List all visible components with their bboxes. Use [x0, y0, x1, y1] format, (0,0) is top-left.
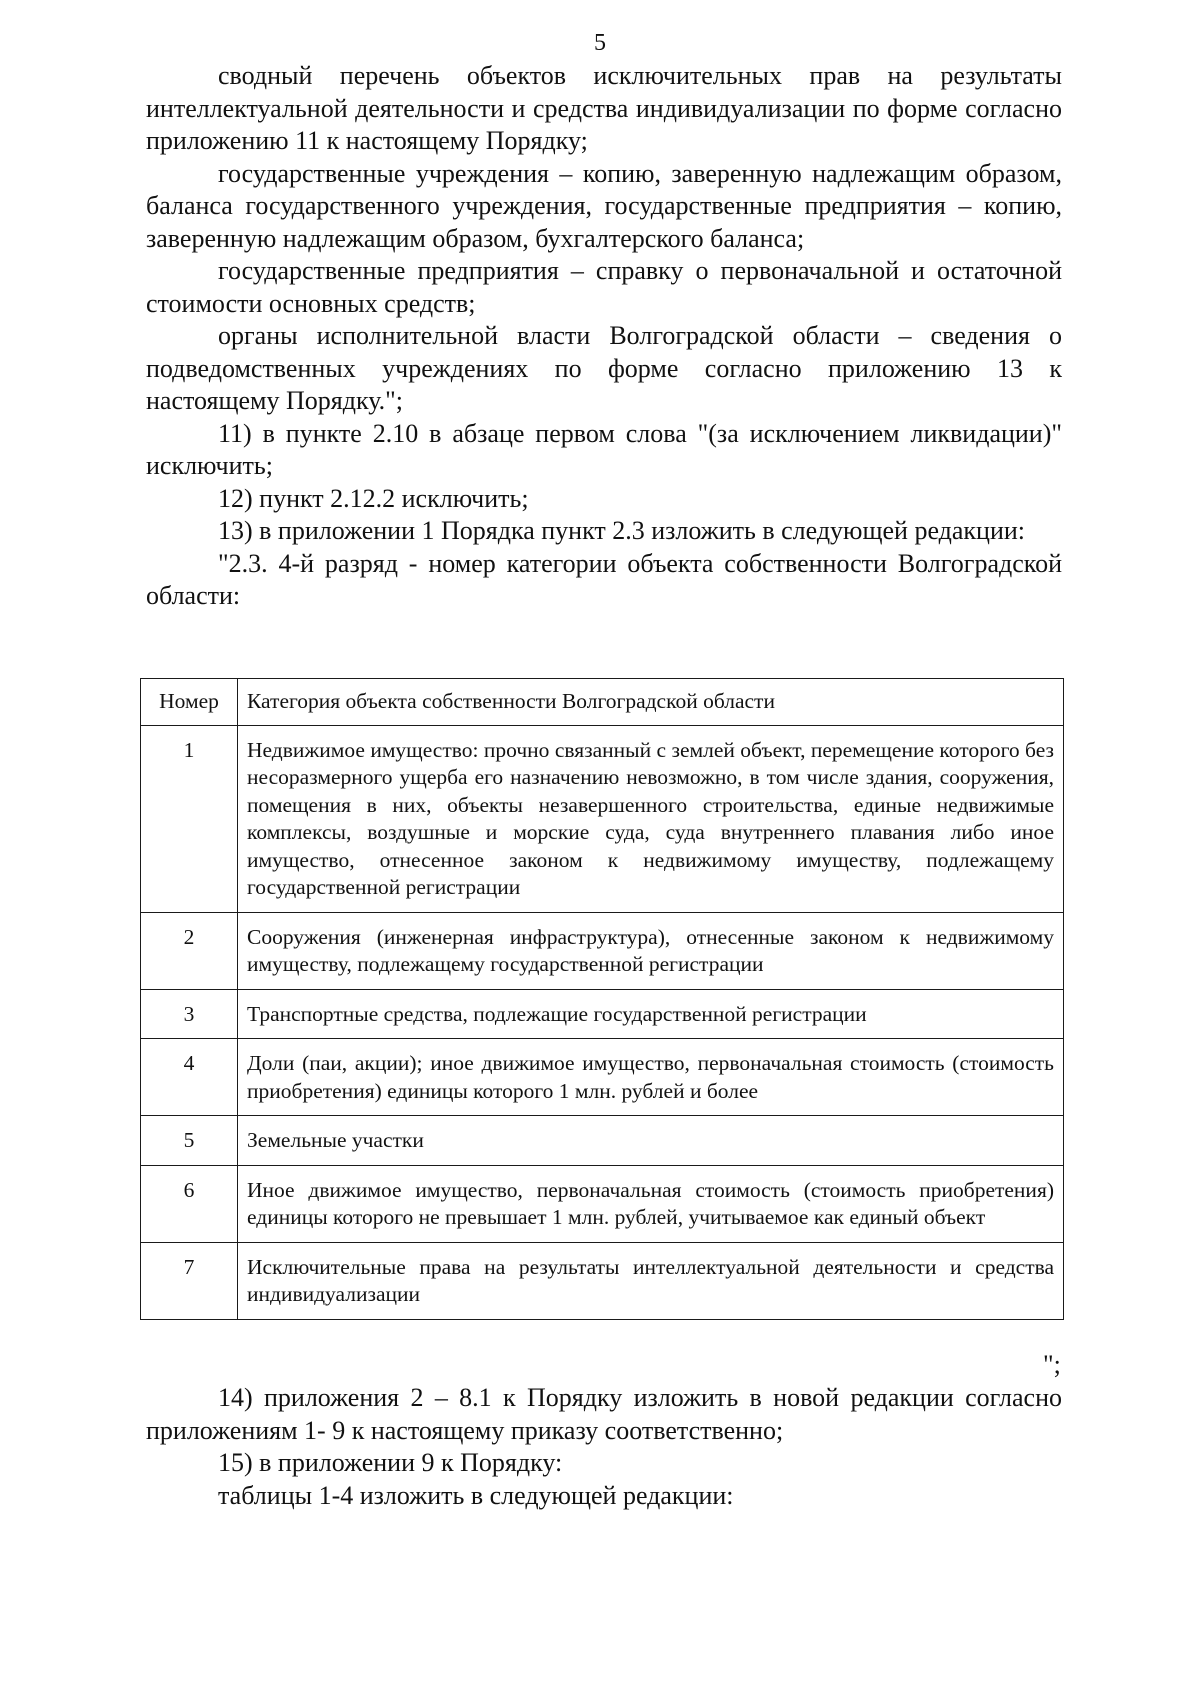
paragraph: государственные предприятия – справку о первоначальной и остаточной стоимости основных средств;: [146, 256, 1062, 318]
paragraph: 12) пункт 2.12.2 исключить;: [218, 483, 529, 513]
table-row: [141, 1039, 1064, 1116]
table-row: [141, 1165, 1064, 1242]
table-row: [141, 1242, 1064, 1319]
paragraph: 11) в пункте 2.10 в абзаце первом слова "(за исключением ликвидации)" исключить;: [146, 418, 1062, 480]
table-row: [141, 725, 1064, 912]
paragraph: 15) в приложении 9 к Порядку:: [218, 1448, 563, 1477]
body-text-top: [146, 60, 1062, 613]
row-category: Земельные участки: [238, 1116, 1064, 1166]
paragraph: сводный перечень объектов исключительных прав на результаты интеллектуальной деятельности и средства индивидуализации по форме согласно приложению 11 к настоящему Порядку;: [146, 61, 1062, 155]
body-text-bottom: [146, 1382, 1062, 1512]
category-table: [140, 678, 1064, 1320]
column-header-category: Категория объекта собственности Волгоградской области: [238, 679, 1064, 726]
closing-quote: ";: [1043, 1350, 1061, 1379]
row-category: Недвижимое имущество: прочно связанный с землей объект, перемещение которого без несоразмерного ущерба его назначению невозможно, в том числе здания, сооружения, помещения в них, объекты незавершенного строительства, единые недвижимые комплексы, воздушные и морские суда, суда внутреннего плавания либо иное имущество, отнесенное законом к недвижимому имуществу, подлежащему государственной регистрации: [238, 725, 1064, 912]
row-number: 1: [141, 725, 238, 912]
row-category: Сооружения (инженерная инфраструктура), отнесенные законом к недвижимому имуществу, подлежащему государственной регистрации: [238, 912, 1064, 989]
table-row: [141, 912, 1064, 989]
paragraph: государственные учреждения – копию, заверенную надлежащим образом, баланса государственного учреждения, государственные предприятия – копию, заверенную надлежащим образом, бухгалтерского баланса;: [146, 158, 1062, 253]
column-header-number: Номер: [141, 679, 238, 726]
table-row: [141, 1116, 1064, 1166]
table-row: [141, 989, 1064, 1039]
row-number: 3: [141, 989, 238, 1039]
paragraph: "2.3. 4-й разряд - номер категории объекта собственности Волгоградской области:: [146, 548, 1062, 610]
row-number: 5: [141, 1116, 238, 1166]
row-number: 2: [141, 912, 238, 989]
paragraph: 14) приложения 2 – 8.1 к Порядку изложить в новой редакции согласно приложениям 1- 9 к настоящему приказу соответственно;: [146, 1383, 1062, 1445]
table-header-row: [141, 679, 1064, 726]
page-number: 5: [594, 30, 606, 56]
paragraph: 13) в приложении 1 Порядка пункт 2.3 изложить в следующей редакции:: [218, 516, 1026, 545]
row-number: 6: [141, 1165, 238, 1242]
row-number: 4: [141, 1039, 238, 1116]
row-category: Транспортные средства, подлежащие государственной регистрации: [238, 989, 1064, 1039]
paragraph: таблицы 1-4 изложить в следующей редакции:: [218, 1480, 734, 1510]
row-category: Исключительные права на результаты интеллектуальной деятельности и средства индивидуализации: [238, 1242, 1064, 1319]
row-category: Иное движимое имущество, первоначальная стоимость (стоимость приобретения) единицы которого не превышает 1 млн. рублей, учитываемое как единый объект: [238, 1165, 1064, 1242]
paragraph: органы исполнительной власти Волгоградской области – сведения о подведомственных учреждениях по форме согласно приложению 13 к настоящему Порядку.";: [146, 321, 1062, 415]
row-number: 7: [141, 1242, 238, 1319]
row-category: Доли (паи, акции); иное движимое имущество, первоначальная стоимость (стоимость приобретения) единицы которого 1 млн. рублей и более: [238, 1039, 1064, 1116]
